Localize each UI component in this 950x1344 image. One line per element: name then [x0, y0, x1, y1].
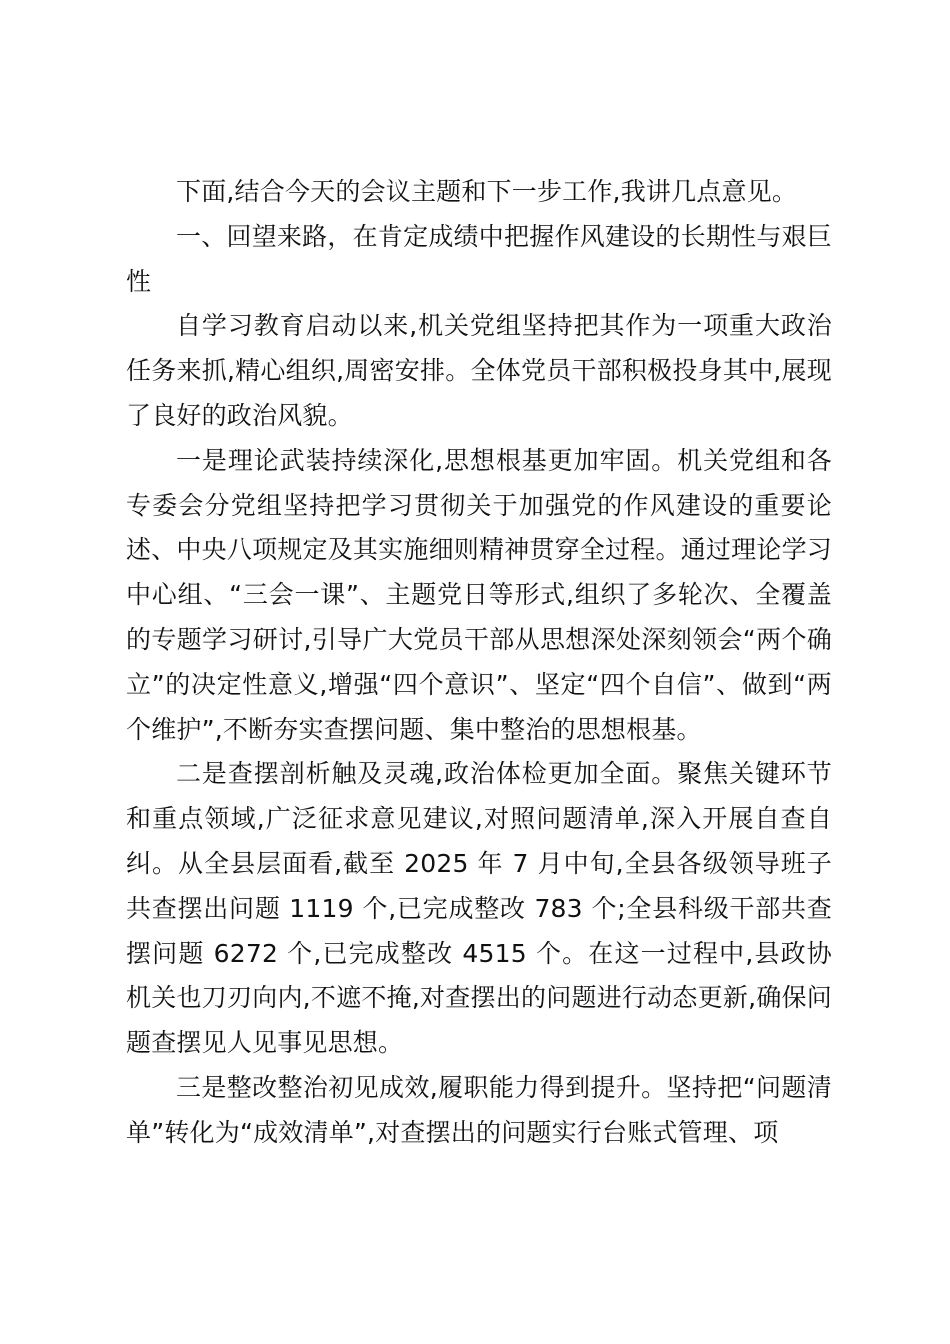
body-paragraph: 一是理论武装持续深化,思想根基更加牢固。机关党组和各专委会分党组坚持把学习贯彻关于加强党的作风建设的重要论述、中央八项规定及其实施细则精神贯穿全过程。通过理论学习中心组、“三会一课”、主题党日等形式,组织了多轮次、全覆盖的专题学习研讨,引导广大党员干部从思想深处深刻领会“两个确立”的决定性意义,增强“四个意识”、坚定“四个自信”、做到“两个维护”,不断夯实查摆问题、集中整治的思想根基。	[126, 445, 832, 744]
body-paragraph: 三是整改整治初见成效,履职能力得到提升。坚持把“问题清单”转化为“成效清单”,对查摆出的问题实行台账式管理、项	[126, 1072, 832, 1147]
intro-paragraph: 下面,结合今天的会议主题和下一步工作,我讲几点意见。	[176, 177, 798, 206]
document-body	[126, 170, 832, 1156]
body-paragraph: 二是查摆剖析触及灵魂,政治体检更加全面。聚焦关键环节和重点领域,广泛征求意见建议,对照问题清单,深入开展自查自纠。从全县层面看,截至 2025 年 7 月中旬,全县各级领导班子共查摆出问题 1119 个,已完成整改 783 个;全县科级干部共查摆问题 6272 个,已完成整改 4515 个。在这一过程中,县政协机关也刀刃向内,不遮不掩,对查摆出的问题进行动态更新,确保问题查摆见人见事见思想。	[126, 759, 832, 1058]
body-paragraph: 自学习教育启动以来,机关党组坚持把其作为一项重大政治任务来抓,精心组织,周密安排。全体党员干部积极投身其中,展现了良好的政治风貌。	[126, 311, 832, 430]
section-heading-1: 一、回望来路，在肯定成绩中把握作风建设的长期性与艰巨性	[126, 221, 832, 296]
